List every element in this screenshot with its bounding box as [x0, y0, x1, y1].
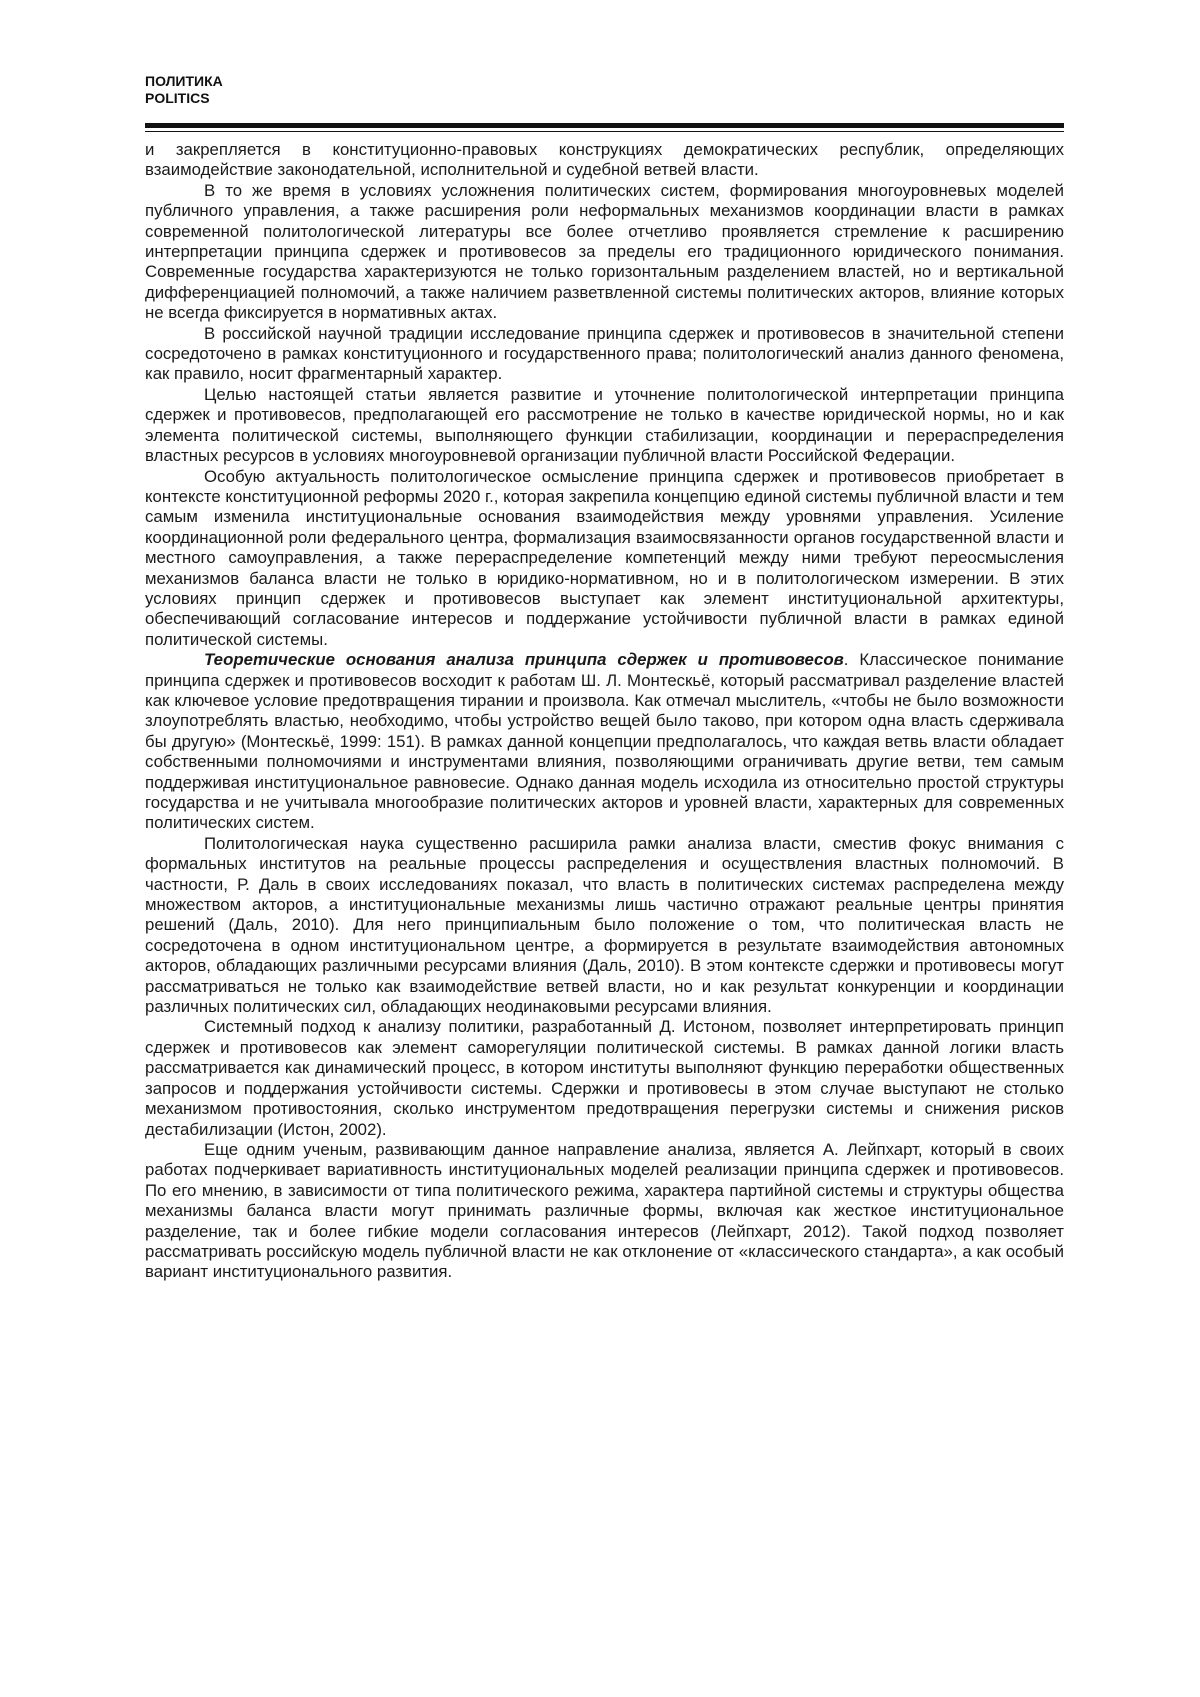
header-rule-thick	[145, 123, 1064, 128]
section-title-ru: ПОЛИТИКА	[145, 73, 223, 89]
paragraph: Еще одним ученым, развивающим данное направление анализа, является А. Лейпхарт, который в своих работах подчеркивает вариативность институциональных моделей реализации принципа сдержек и противовесов. По его мнению, в зависимости от типа политического режима, характера партийной системы и структуры общества механизмы баланса власти могут принимать различные формы, включая как жесткое институциональное разделение, так и более гибкие модели согласования интересов (Лейпхарт, 2012). Такой подход позволяет рассматривать российскую модель публичной власти не как отклонение от «классического стандарта», а как особый вариант институционального развития.	[145, 1139, 1064, 1282]
paragraph: Целью настоящей статьи является развитие и уточнение политологической интерпретации принципа сдержек и противовесов, предполагающей его рассмотрение не только в качестве юридической нормы, но и как элемента политической системы, выполняющего функции стабилизации, координации и перераспределения властных ресурсов в условиях многоуровневой организации публичной власти Российской Федерации.	[145, 384, 1064, 466]
paragraph: В то же время в условиях усложнения политических систем, формирования многоуровневых моделей публичного управления, а также расширения роли неформальных механизмов координации власти в рамках современной политологической литературы все более отчетливо проявляется стремление к расширению интерпретации принципа сдержек и противовесов за пределы его традиционного юридического понимания. Современные государства характеризуются не только горизонтальным разделением властей, но и вертикальной дифференциацией полномочий, а также наличием разветвленной системы политических акторов, влияние которых не всегда фиксируется в нормативных актах.	[145, 180, 1064, 323]
paragraph: Системный подход к анализу политики, разработанный Д. Истоном, позволяет интерпретировать принцип сдержек и противовесов как элемент саморегуляции политической системы. В рамках данной логики власть рассматривается как динамический процесс, в котором институты выполняют функцию переработки общественных запросов и поддержания устойчивости системы. Сдержки и противовесы в этом случае выступают не столько механизмом противостояния, сколько инструментом предотвращения перегрузки системы и снижения рисков дестабилизации (Истон, 2002).	[145, 1017, 1064, 1139]
paragraph: В российской научной традиции исследование принципа сдержек и противовесов в значительной степени сосредоточено в рамках конституционного и государственного права; политологический анализ данного феномена, как правило, носит фрагментарный характер.	[145, 323, 1064, 384]
paragraph: Особую актуальность политологическое осмысление принципа сдержек и противовесов приобретает в контексте конституционной реформы 2020 г., которая закрепила концепцию единой системы публичной власти и тем самым изменила институциональные основания взаимодействия между уровнями управления. Усиление координационной роли федерального центра, формализация взаимосвязанности органов государственной власти и местного самоуправления, а также перераспределение компетенций между ними требуют переосмысления механизмов баланса власти не только в юридико-нормативном, но и в политологическом измерении. В этих условиях принцип сдержек и противовесов выступает как элемент институциональной архитектуры, обеспечивающий согласование интересов и поддержание устойчивости публичной власти в рамках единой политической системы.	[145, 466, 1064, 649]
article-body	[145, 140, 1064, 1283]
section-heading: Теоретические основания анализа принципа сдержек и противовесов	[204, 650, 844, 670]
section-title-en: POLITICS	[145, 90, 210, 106]
running-header	[145, 73, 223, 107]
paragraph: Теоретические основания анализа принципа сдержек и противовесов. Классическое понимание принципа сдержек и противовесов восходит к работам Ш. Л. Монтескьё, который рассматривал разделение властей как ключевое условие предотвращения тирании и произвола. Как отмечал мыслитель, «чтобы не было возможности злоупотреблять властью, необходимо, чтобы устройство вещей было таково, при котором одна власть сдерживала бы другую» (Монтескьё, 1999: 151). В рамках данной концепции предполагалось, что каждая ветвь власти обладает собственными полномочиями и инструментами влияния, позволяющими ограничивать другие ветви, тем самым поддерживая институциональное равновесие. Однако данная модель исходила из относительно простой структуры государства и не учитывала многообразие политических акторов и уровней власти, характерных для современных политических систем.	[145, 650, 1064, 833]
paragraph: и закрепляется в конституционно-правовых конструкциях демократических республик, определяющих взаимодействие законодательной, исполнительной и судебной ветвей власти.	[145, 140, 1064, 180]
header-rule-thin	[145, 131, 1064, 132]
paragraph: Политологическая наука существенно расширила рамки анализа власти, сместив фокус внимания с формальных институтов на реальные процессы распределения и осуществления властных полномочий. В частности, Р. Даль в своих исследованиях показал, что власть в политических системах распределена между множеством акторов, а институциональные механизмы лишь частично отражают реальные центры принятия решений (Даль, 2010). Для него принципиальным было положение о том, что политическая власть не сосредоточена в одном институциональном центре, а формируется в результате взаимодействия автономных акторов, обладающих различными ресурсами влияния (Даль, 2010). В этом контексте сдержки и противовесы могут рассматриваться не только как взаимодействие ветвей власти, но и как результат конкуренции и координации различных политических сил, обладающих неодинаковыми ресурсами влияния.	[145, 833, 1064, 1017]
